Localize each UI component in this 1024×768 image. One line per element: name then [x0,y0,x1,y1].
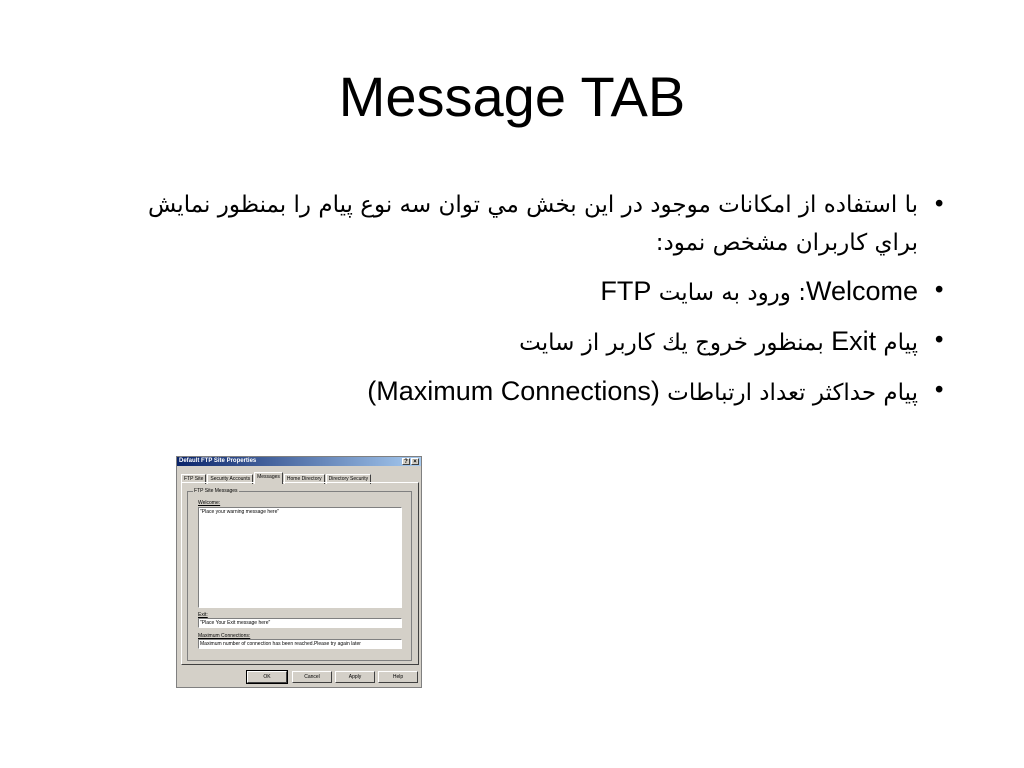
tab-ftp-site[interactable]: FTP Site [181,474,206,484]
max-connections-label: Maximum Connections: [198,633,251,639]
bullet-dot: • [932,192,946,218]
bullet-dot: • [932,378,946,404]
exit-label: Exit: [198,612,208,618]
tab-home-directory[interactable]: Home Directory [284,474,325,484]
bullet-item [106,186,946,262]
bullet-dot: • [932,278,946,304]
bullet-item [106,272,946,312]
welcome-textarea[interactable]: "Place your warning message here" [198,507,402,608]
bullet-text: : ورود به سايت [651,280,806,306]
cancel-button[interactable]: Cancel [292,671,332,683]
dialog-titlebar [177,457,421,466]
ok-button[interactable]: OK [247,671,287,683]
ftp-properties-dialog [176,456,422,688]
bullet-text: پيام [876,330,918,356]
tab-directory-security[interactable]: Directory Security [326,474,371,484]
bullet-latin-exit: Exit [831,326,877,356]
group-label: FTP Site Messages [194,488,238,494]
bullet-item [106,322,946,362]
messages-tab-panel [181,482,419,665]
bullet-text: با استفاده از امكانات موجود در اين بخش مي توان سه نوع پيام را بمنظور نمايش براي كاربران مشخص نمود: [147,192,918,256]
bullet-item [106,372,946,412]
tab-security-accounts[interactable]: Security Accounts [207,474,253,484]
bullet-latin-maxconn: (Maximum Connections) [367,376,660,406]
welcome-label: Welcome: [198,500,221,506]
ftp-site-messages-group [187,488,412,661]
apply-button[interactable]: Apply [335,671,375,683]
close-icon[interactable]: × [411,458,419,465]
bullet-text: بمنظور خروج يك كاربر از سايت [519,330,832,356]
dialog-title: Default FTP Site Properties [179,458,257,464]
max-connections-input[interactable]: Maximum number of connection has been reached.Please try again later [198,639,402,649]
bullet-latin-ftp: FTP [600,276,652,306]
slide-title: Message TAB [338,65,686,128]
bullet-latin-welcome: Welcome [805,276,918,306]
tab-messages[interactable]: Messages [254,472,283,484]
bullet-text: پيام حداكثر تعداد ارتباطات [659,380,918,406]
bullet-list [106,186,946,422]
help-icon[interactable]: ? [402,458,410,465]
bullet-dot: • [932,328,946,354]
help-button[interactable]: Help [378,671,418,683]
exit-input[interactable]: "Place Your Exit message here" [198,618,402,628]
